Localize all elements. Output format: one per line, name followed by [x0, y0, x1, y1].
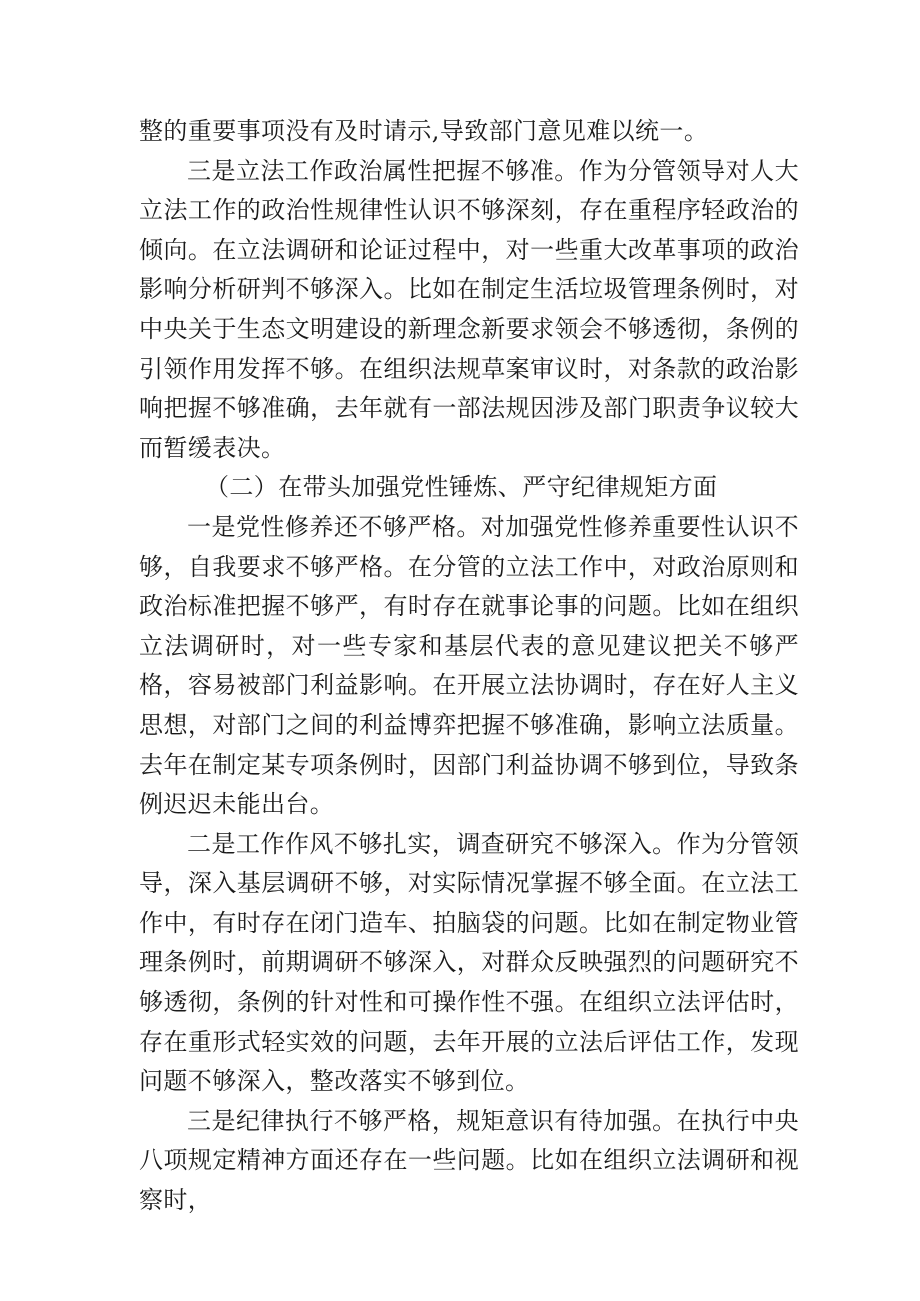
- paragraph-discipline: 三是纪律执行不够严格，规矩意识有待加强。在执行中央八项规定精神方面还存在一些问题。比如在组织立法调研和视察时，: [139, 1106, 799, 1215]
- paragraph-continuation: 整的重要事项没有及时请示,导致部门意见难以统一。: [139, 117, 709, 145]
- paragraph-party-cultivation: 一是党性修养还不够严格。对加强党性修养重要性认识不够，自我要求不够严格。在分管的立法工作中，对政治原则和政治标准把握不够严，有时存在就事论事的问题。比如在组织立法调研时，对一些专家和基层代表的意见建议把关不够严格，容易被部门利益影响。在开展立法协调时，存在好人主义思想，对部门之间的利益博弈把握不够准确，影响立法质量。去年在制定某专项条例时，因部门利益协调不够到位，导致条例迟迟未能出台。: [139, 512, 799, 819]
- section-heading: （二）在带头加强党性锤炼、严守纪律规矩方面: [205, 473, 718, 502]
- document-body: [139, 112, 799, 1221]
- paragraph-political-attribute: 三是立法工作政治属性把握不够准。作为分管领导对人大立法工作的政治性规律性认识不够深刻，存在重程序轻政治的倾向。在立法调研和论证过程中，对一些重大改革事项的政治影响分析研判不够深入。比如在制定生活垃圾管理条例时，对中央关于生态文明建设的新理念新要求领会不够透彻，条例的引领作用发挥不够。在组织法规草案审议时，对条款的政治影响把握不够准确，去年就有一部法规因涉及部门职责争议较大而暂缓表决。: [139, 156, 799, 462]
- paragraph-work-style: 二是工作作风不够扎实，调查研究不够深入。作为分管领导，深入基层调研不够，对实际情况掌握不够全面。在立法工作中，有时存在闭门造车、拍脑袋的问题。比如在制定物业管理条例时，前期调研不够深入，对群众反映强烈的问题研究不够透彻，条例的针对性和可操作性不强。在组织立法评估时，存在重形式轻实效的问题，去年开展的立法后评估工作，发现问题不够深入，整改落实不够到位。: [139, 829, 799, 1096]
